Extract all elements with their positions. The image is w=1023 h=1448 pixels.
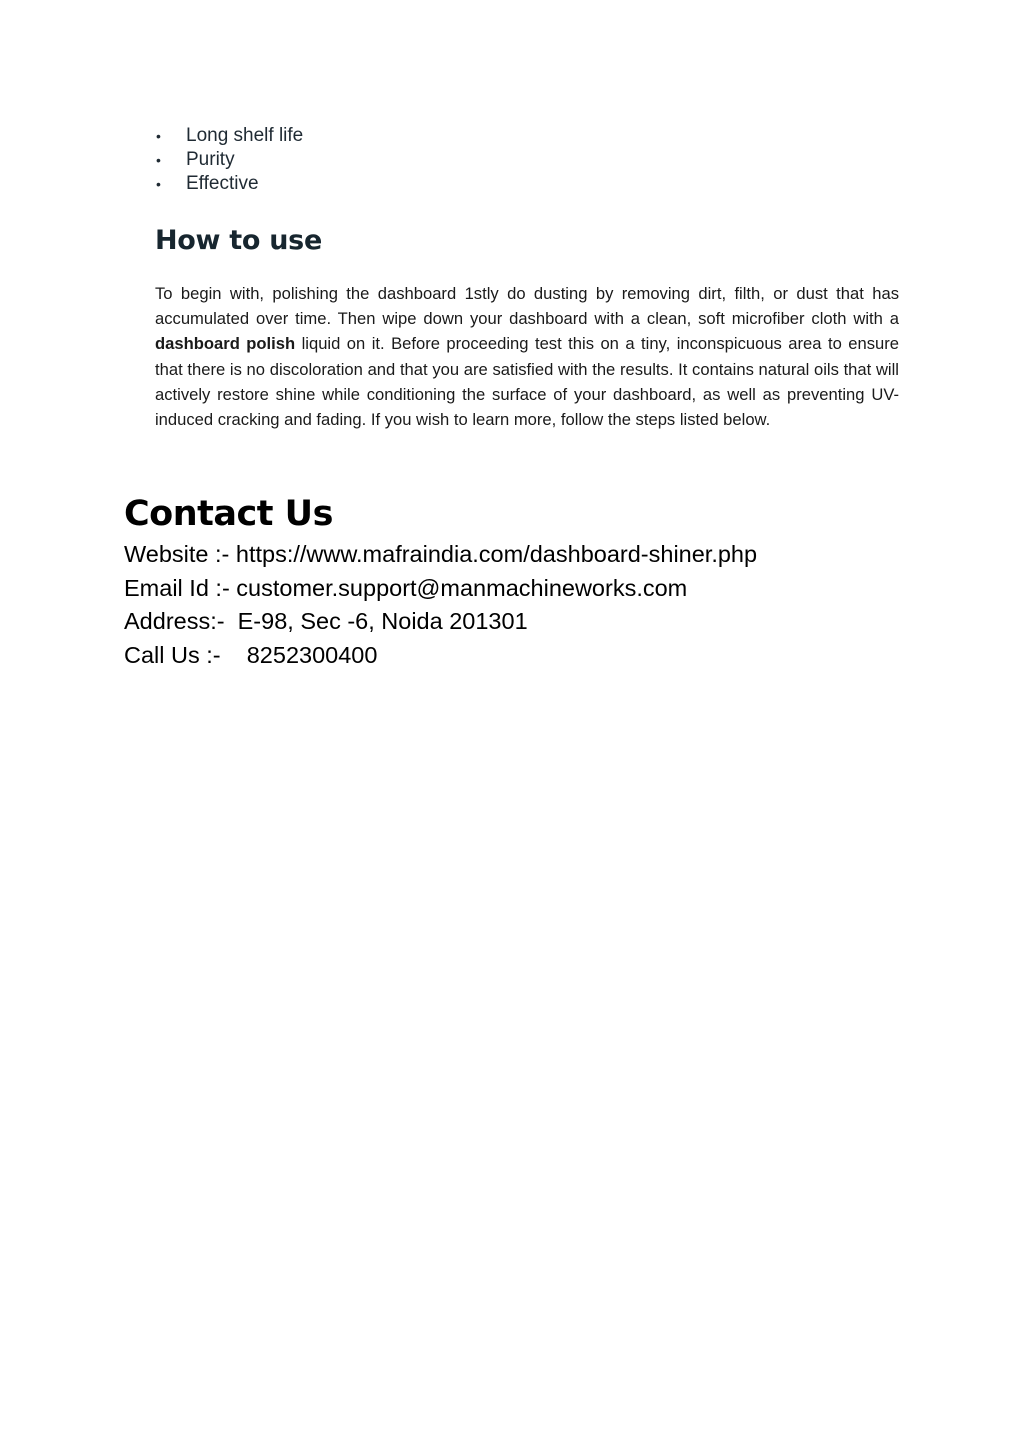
contact-details (124, 538, 757, 673)
bullet-icon: • (156, 128, 161, 144)
how-to-use-paragraph (155, 281, 899, 432)
phone-line: Call Us :- 8252300400 (124, 642, 378, 669)
feature-label: Long shelf life (186, 125, 304, 146)
website-line: Website :- https://www.mafraindia.com/dashboard-shiner.php (124, 541, 758, 567)
list-item (155, 172, 303, 196)
paragraph-text: To begin with, polishing the dashboard 1stly do dusting by removing dirt, filth, or dust that has accumulated over time. Then wipe down your dashboard with a clean, soft microfiber cloth with a (155, 284, 899, 329)
how-to-use-heading: How to use (155, 225, 322, 256)
bullet-icon: • (156, 176, 161, 192)
feature-list (155, 124, 303, 196)
contact-us-heading: Contact Us (124, 494, 333, 534)
list-item (155, 148, 303, 172)
list-item (155, 124, 303, 148)
dashboard-polish-link-text: dashboard polish (155, 334, 296, 354)
feature-label: Purity (186, 149, 235, 170)
feature-label: Effective (186, 173, 259, 194)
email-line: Email Id :- customer.support@manmachineworks.com (124, 574, 688, 601)
bullet-icon: • (156, 152, 161, 168)
paragraph-text: liquid on it. Before proceeding test this on a tiny, inconspicuous area to ensure that there is no discoloration and that you are satisfied with the results. It contains natural oils that will actively restore shine while conditioning the surface of your dashboard, as well as preventing UV-induced cracking and fading. If you wish to learn more, follow the steps listed below. (155, 334, 899, 430)
address-line: Address:- E-98, Sec -6, Noida 201301 (124, 608, 528, 635)
